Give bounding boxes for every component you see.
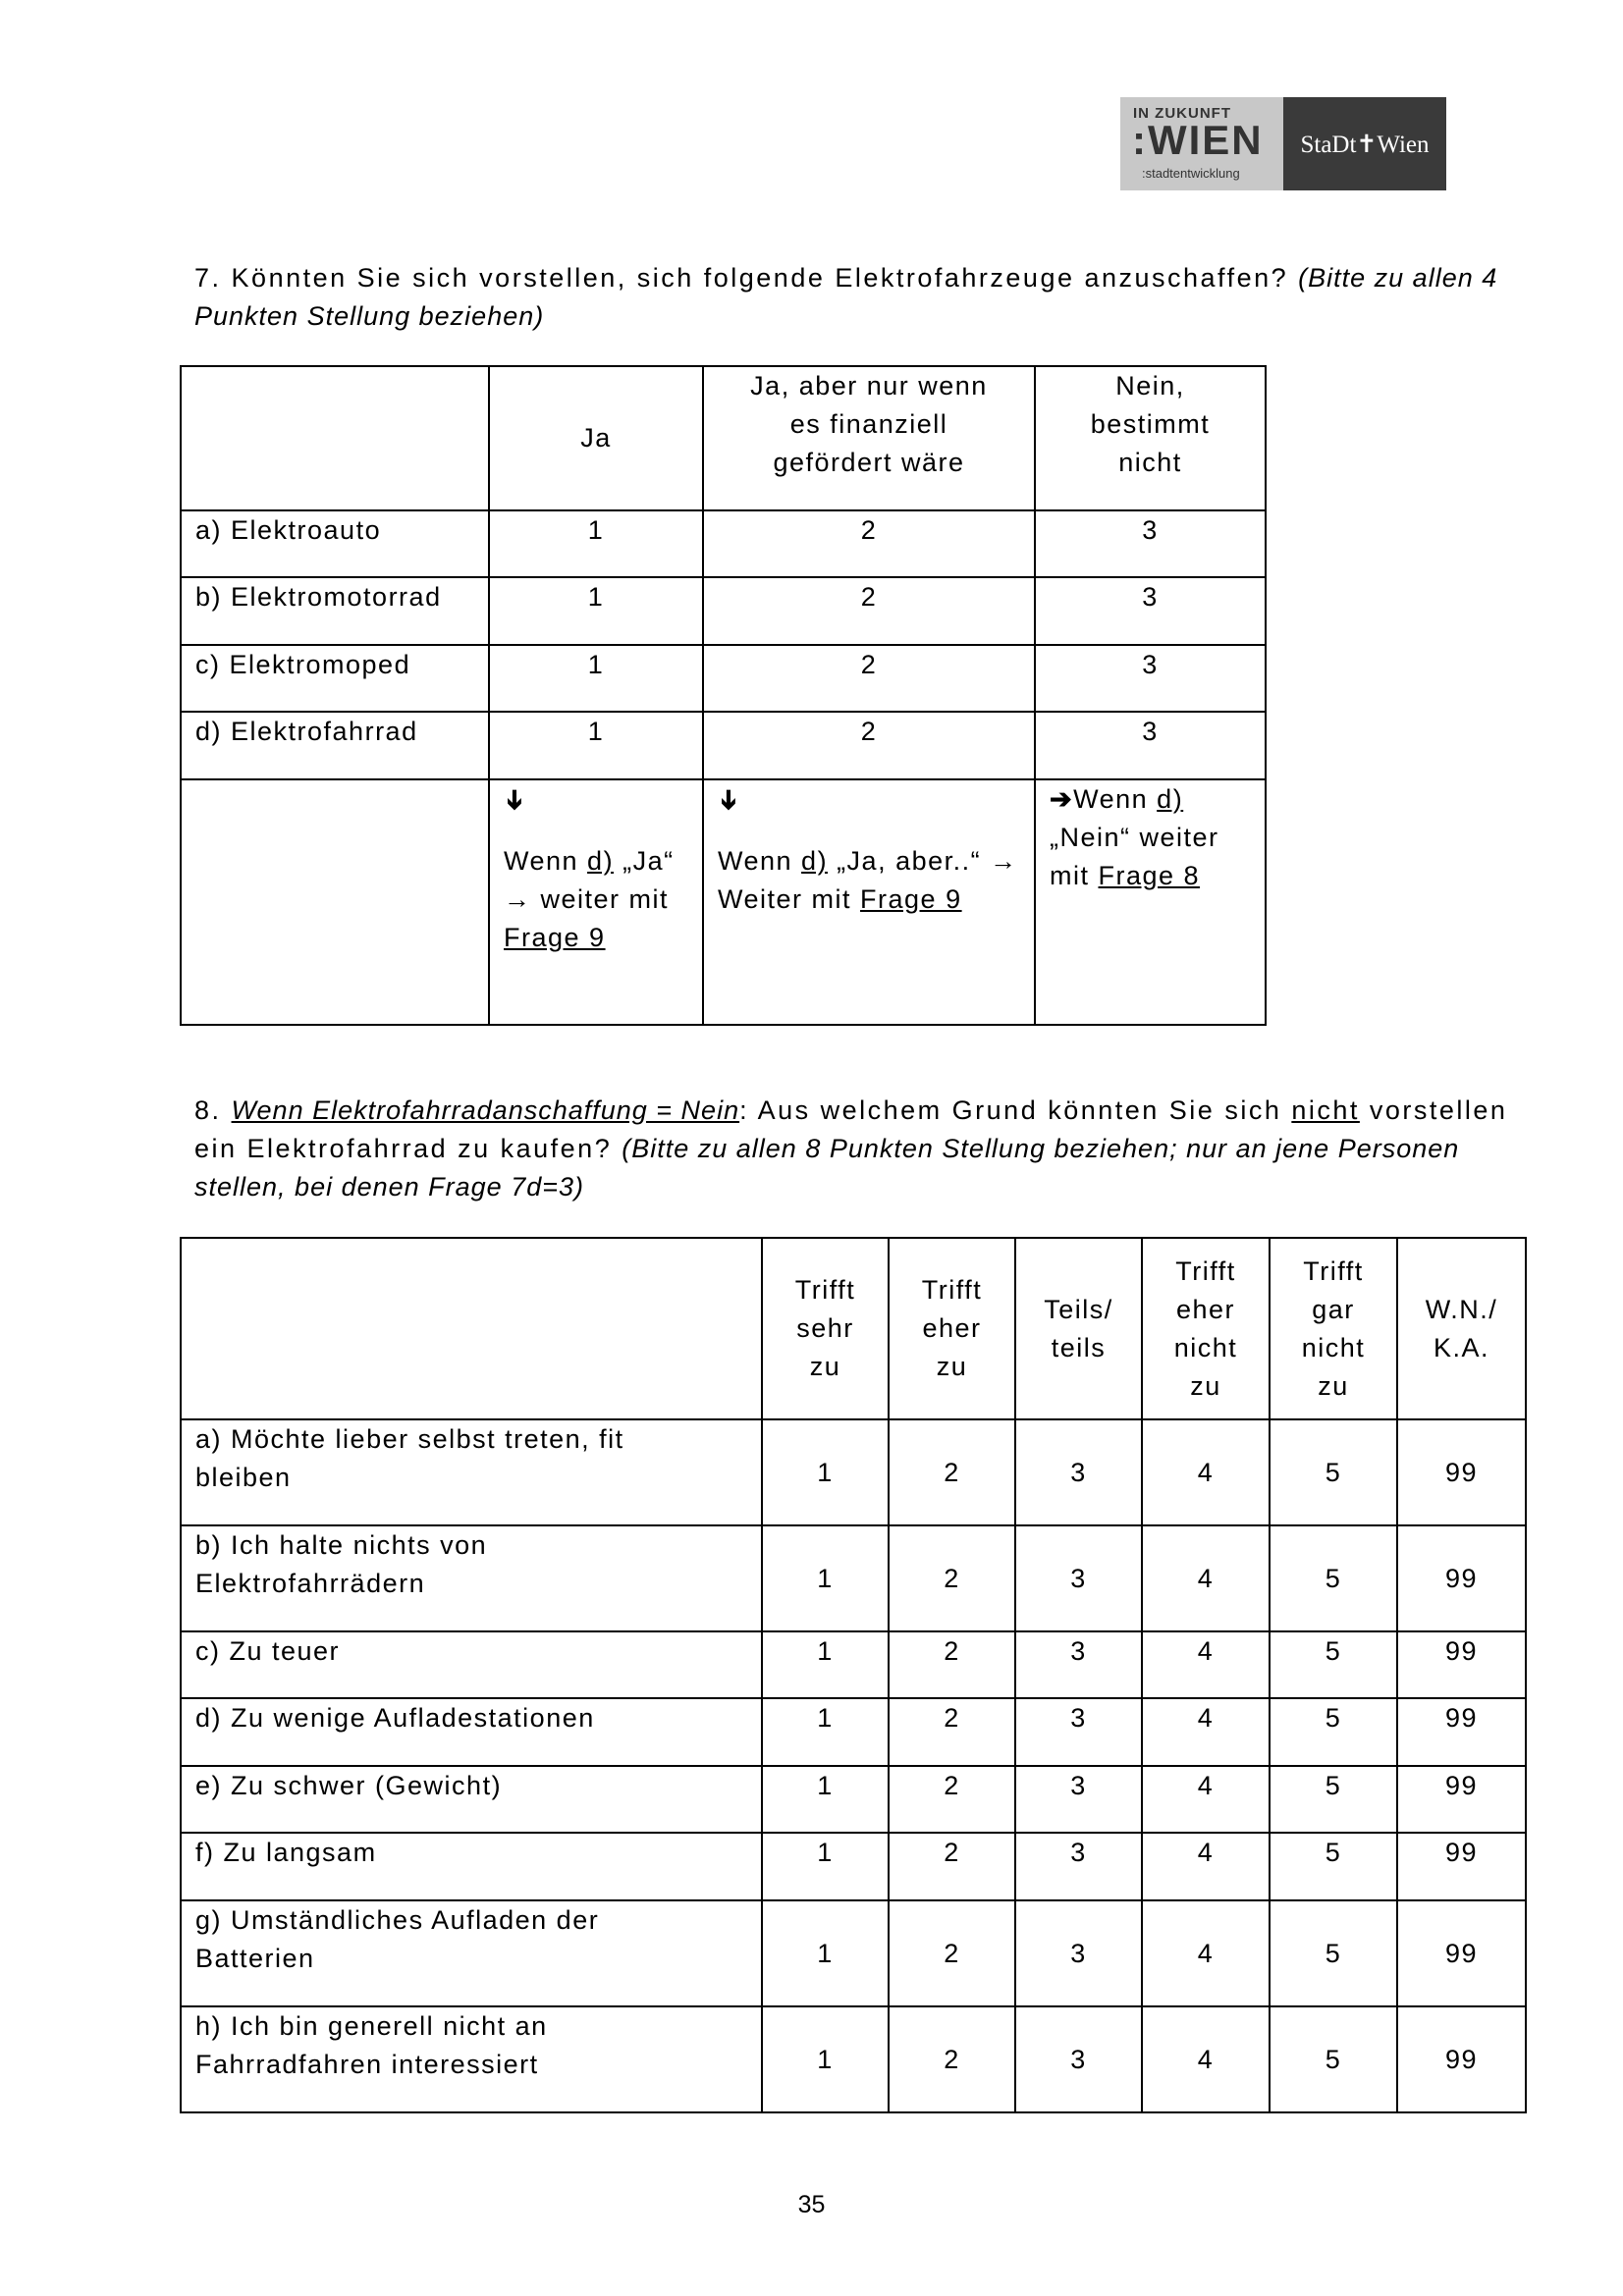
answer-code: 4: [1142, 2006, 1270, 2112]
answer-code: 99: [1397, 1525, 1526, 1631]
answer-code: 2: [703, 510, 1035, 577]
question-7-table: [180, 365, 1267, 1026]
answer-code: 99: [1397, 1419, 1526, 1525]
question-8-text: 8. Wenn Elektrofahrradanschaffung = Nein: Aus welchem Grund könnten Sie sich nicht vorstellen ein Elektrofahrrad zu kaufen? (Bitte zu allen 8 Punkten Stellung beziehen; nur an jene Personen stellen, bei denen Frage 7d=3): [194, 1095, 1508, 1201]
answer-code: 1: [762, 2006, 889, 2112]
answer-code: 1: [489, 510, 703, 577]
table-row: [181, 1631, 1526, 1698]
answer-code: 1: [762, 1525, 889, 1631]
question-8-instruction: (Bitte zu allen 8 Punkten Stellung beziehen; nur an jene Personen stellen, bei denen Frage 7d=3): [194, 1134, 1460, 1201]
answer-code: 5: [1270, 1833, 1397, 1900]
filter-instruction-ja: ➔ Wenn d) „Ja“ → weiter mit Frage 9: [489, 779, 703, 1025]
answer-code: 99: [1397, 1631, 1526, 1698]
answer-code: 99: [1397, 1900, 1526, 2006]
table-row: [181, 1766, 1526, 1833]
answer-code: 4: [1142, 1631, 1270, 1698]
answer-code: 5: [1270, 1419, 1397, 1525]
answer-code: 1: [489, 712, 703, 779]
answer-code: 2: [889, 1833, 1015, 1900]
row-label: d) Elektrofahrrad: [181, 712, 489, 779]
answer-code: 2: [889, 1766, 1015, 1833]
answer-code: 1: [762, 1419, 889, 1525]
answer-code: 99: [1397, 1698, 1526, 1766]
question-8-table: [180, 1237, 1527, 2113]
row-label: h) Ich bin generell nicht an Fahrradfahren interessiert: [181, 2006, 762, 2112]
answer-code: 4: [1142, 1698, 1270, 1766]
answer-code: 3: [1035, 510, 1266, 577]
arrow-down-icon: ➔: [500, 788, 530, 813]
answer-code: 5: [1270, 1766, 1397, 1833]
header-empty-cell: [181, 1238, 762, 1419]
table-row: [181, 1419, 1526, 1525]
answer-code: 5: [1270, 1698, 1397, 1766]
arrow-down-icon: ➔: [714, 788, 744, 813]
filter-empty-cell: [181, 779, 489, 1025]
answer-code: 1: [762, 1833, 889, 1900]
row-label: e) Zu schwer (Gewicht): [181, 1766, 762, 1833]
logo-zukunft-wien: IN ZUKUNFT :WIEN :stadtentwicklung: [1120, 97, 1283, 190]
filter-instruction-nein: ➔Wenn d) „Nein“ weiter mit Frage 8: [1035, 779, 1266, 1025]
answer-code: 3: [1035, 645, 1266, 712]
answer-code: 3: [1015, 1631, 1142, 1698]
logo-stadt-wien: StaDt✝Wien: [1283, 97, 1446, 190]
answer-code: 5: [1270, 1525, 1397, 1631]
table-row: [181, 645, 1266, 712]
answer-code: 2: [703, 577, 1035, 645]
answer-code: 4: [1142, 1525, 1270, 1631]
table-row: [181, 577, 1266, 645]
header-logo: [1120, 97, 1446, 190]
column-header: Trifft sehr zu: [762, 1238, 889, 1419]
answer-code: 3: [1015, 1900, 1142, 2006]
column-header: Trifft gar nicht zu: [1270, 1238, 1397, 1419]
answer-code: 3: [1015, 1525, 1142, 1631]
table-row: [181, 2006, 1526, 2112]
header-empty-cell: [181, 366, 489, 510]
answer-code: 2: [703, 645, 1035, 712]
row-label: b) Ich halte nichts von Elektrofahrrädern: [181, 1525, 762, 1631]
table-row: [181, 510, 1266, 577]
answer-code: 5: [1270, 1900, 1397, 2006]
answer-code: 99: [1397, 1833, 1526, 1900]
filter-instruction-ja-aber: ➔ Wenn d) „Ja, aber..“ → Weiter mit Frage 9: [703, 779, 1035, 1025]
answer-code: 99: [1397, 1766, 1526, 1833]
row-label: f) Zu langsam: [181, 1833, 762, 1900]
row-label: a) Möchte lieber selbst treten, fit bleiben: [181, 1419, 762, 1525]
column-header: Trifft eher nicht zu: [1142, 1238, 1270, 1419]
answer-code: 2: [889, 1631, 1015, 1698]
row-label: c) Zu teuer: [181, 1631, 762, 1698]
answer-code: 1: [489, 577, 703, 645]
question-8-condition: Wenn Elektrofahrradanschaffung = Nein: [231, 1095, 740, 1125]
column-header: Nein, bestimmt nicht: [1035, 366, 1266, 510]
answer-code: 4: [1142, 1419, 1270, 1525]
answer-code: 2: [889, 2006, 1015, 2112]
answer-code: 1: [762, 1766, 889, 1833]
answer-code: 2: [889, 1698, 1015, 1766]
answer-code: 3: [1015, 1419, 1142, 1525]
answer-code: 5: [1270, 1631, 1397, 1698]
answer-code: 3: [1035, 712, 1266, 779]
answer-code: 3: [1015, 1766, 1142, 1833]
table-row: [181, 1900, 1526, 2006]
row-label: g) Umständliches Aufladen der Batterien: [181, 1900, 762, 2006]
answer-code: 99: [1397, 2006, 1526, 2112]
answer-code: 3: [1015, 2006, 1142, 2112]
answer-code: 1: [762, 1631, 889, 1698]
answer-code: 4: [1142, 1766, 1270, 1833]
answer-code: 1: [489, 645, 703, 712]
answer-code: 3: [1015, 1698, 1142, 1766]
row-label: a) Elektroauto: [181, 510, 489, 577]
answer-code: 1: [762, 1900, 889, 2006]
row-label: c) Elektromoped: [181, 645, 489, 712]
question-7-text: 7. Könnten Sie sich vorstellen, sich folgende Elektrofahrzeuge anzuschaffen? (Bitte zu allen 4 Punkten Stellung beziehen): [194, 263, 1498, 331]
column-header: Teils/ teils: [1015, 1238, 1142, 1419]
answer-code: 4: [1142, 1833, 1270, 1900]
answer-code: 2: [703, 712, 1035, 779]
answer-code: 2: [889, 1525, 1015, 1631]
table-row: [181, 1698, 1526, 1766]
table-header-row: [181, 366, 1266, 510]
column-header: W.N./ K.A.: [1397, 1238, 1526, 1419]
table-header-row: [181, 1238, 1526, 1419]
table-row: [181, 1833, 1526, 1900]
answer-code: 2: [889, 1900, 1015, 2006]
row-label: b) Elektromotorrad: [181, 577, 489, 645]
table-row: [181, 712, 1266, 779]
table-row: [181, 1525, 1526, 1631]
answer-code: 3: [1035, 577, 1266, 645]
column-header: Ja: [489, 366, 703, 510]
arrow-right-icon: ➔: [1050, 784, 1074, 814]
page-number: 35: [797, 2191, 826, 2218]
column-header: Ja, aber nur wenn es finanziell gefördert wäre: [703, 366, 1035, 510]
column-header: Trifft eher zu: [889, 1238, 1015, 1419]
filter-row: [181, 779, 1266, 1025]
answer-code: 3: [1015, 1833, 1142, 1900]
question-7-instruction: (Bitte zu allen 4 Punkten Stellung beziehen): [194, 263, 1498, 331]
answer-code: 4: [1142, 1900, 1270, 2006]
answer-code: 2: [889, 1419, 1015, 1525]
row-label: d) Zu wenige Aufladestationen: [181, 1698, 762, 1766]
answer-code: 5: [1270, 2006, 1397, 2112]
answer-code: 1: [762, 1698, 889, 1766]
